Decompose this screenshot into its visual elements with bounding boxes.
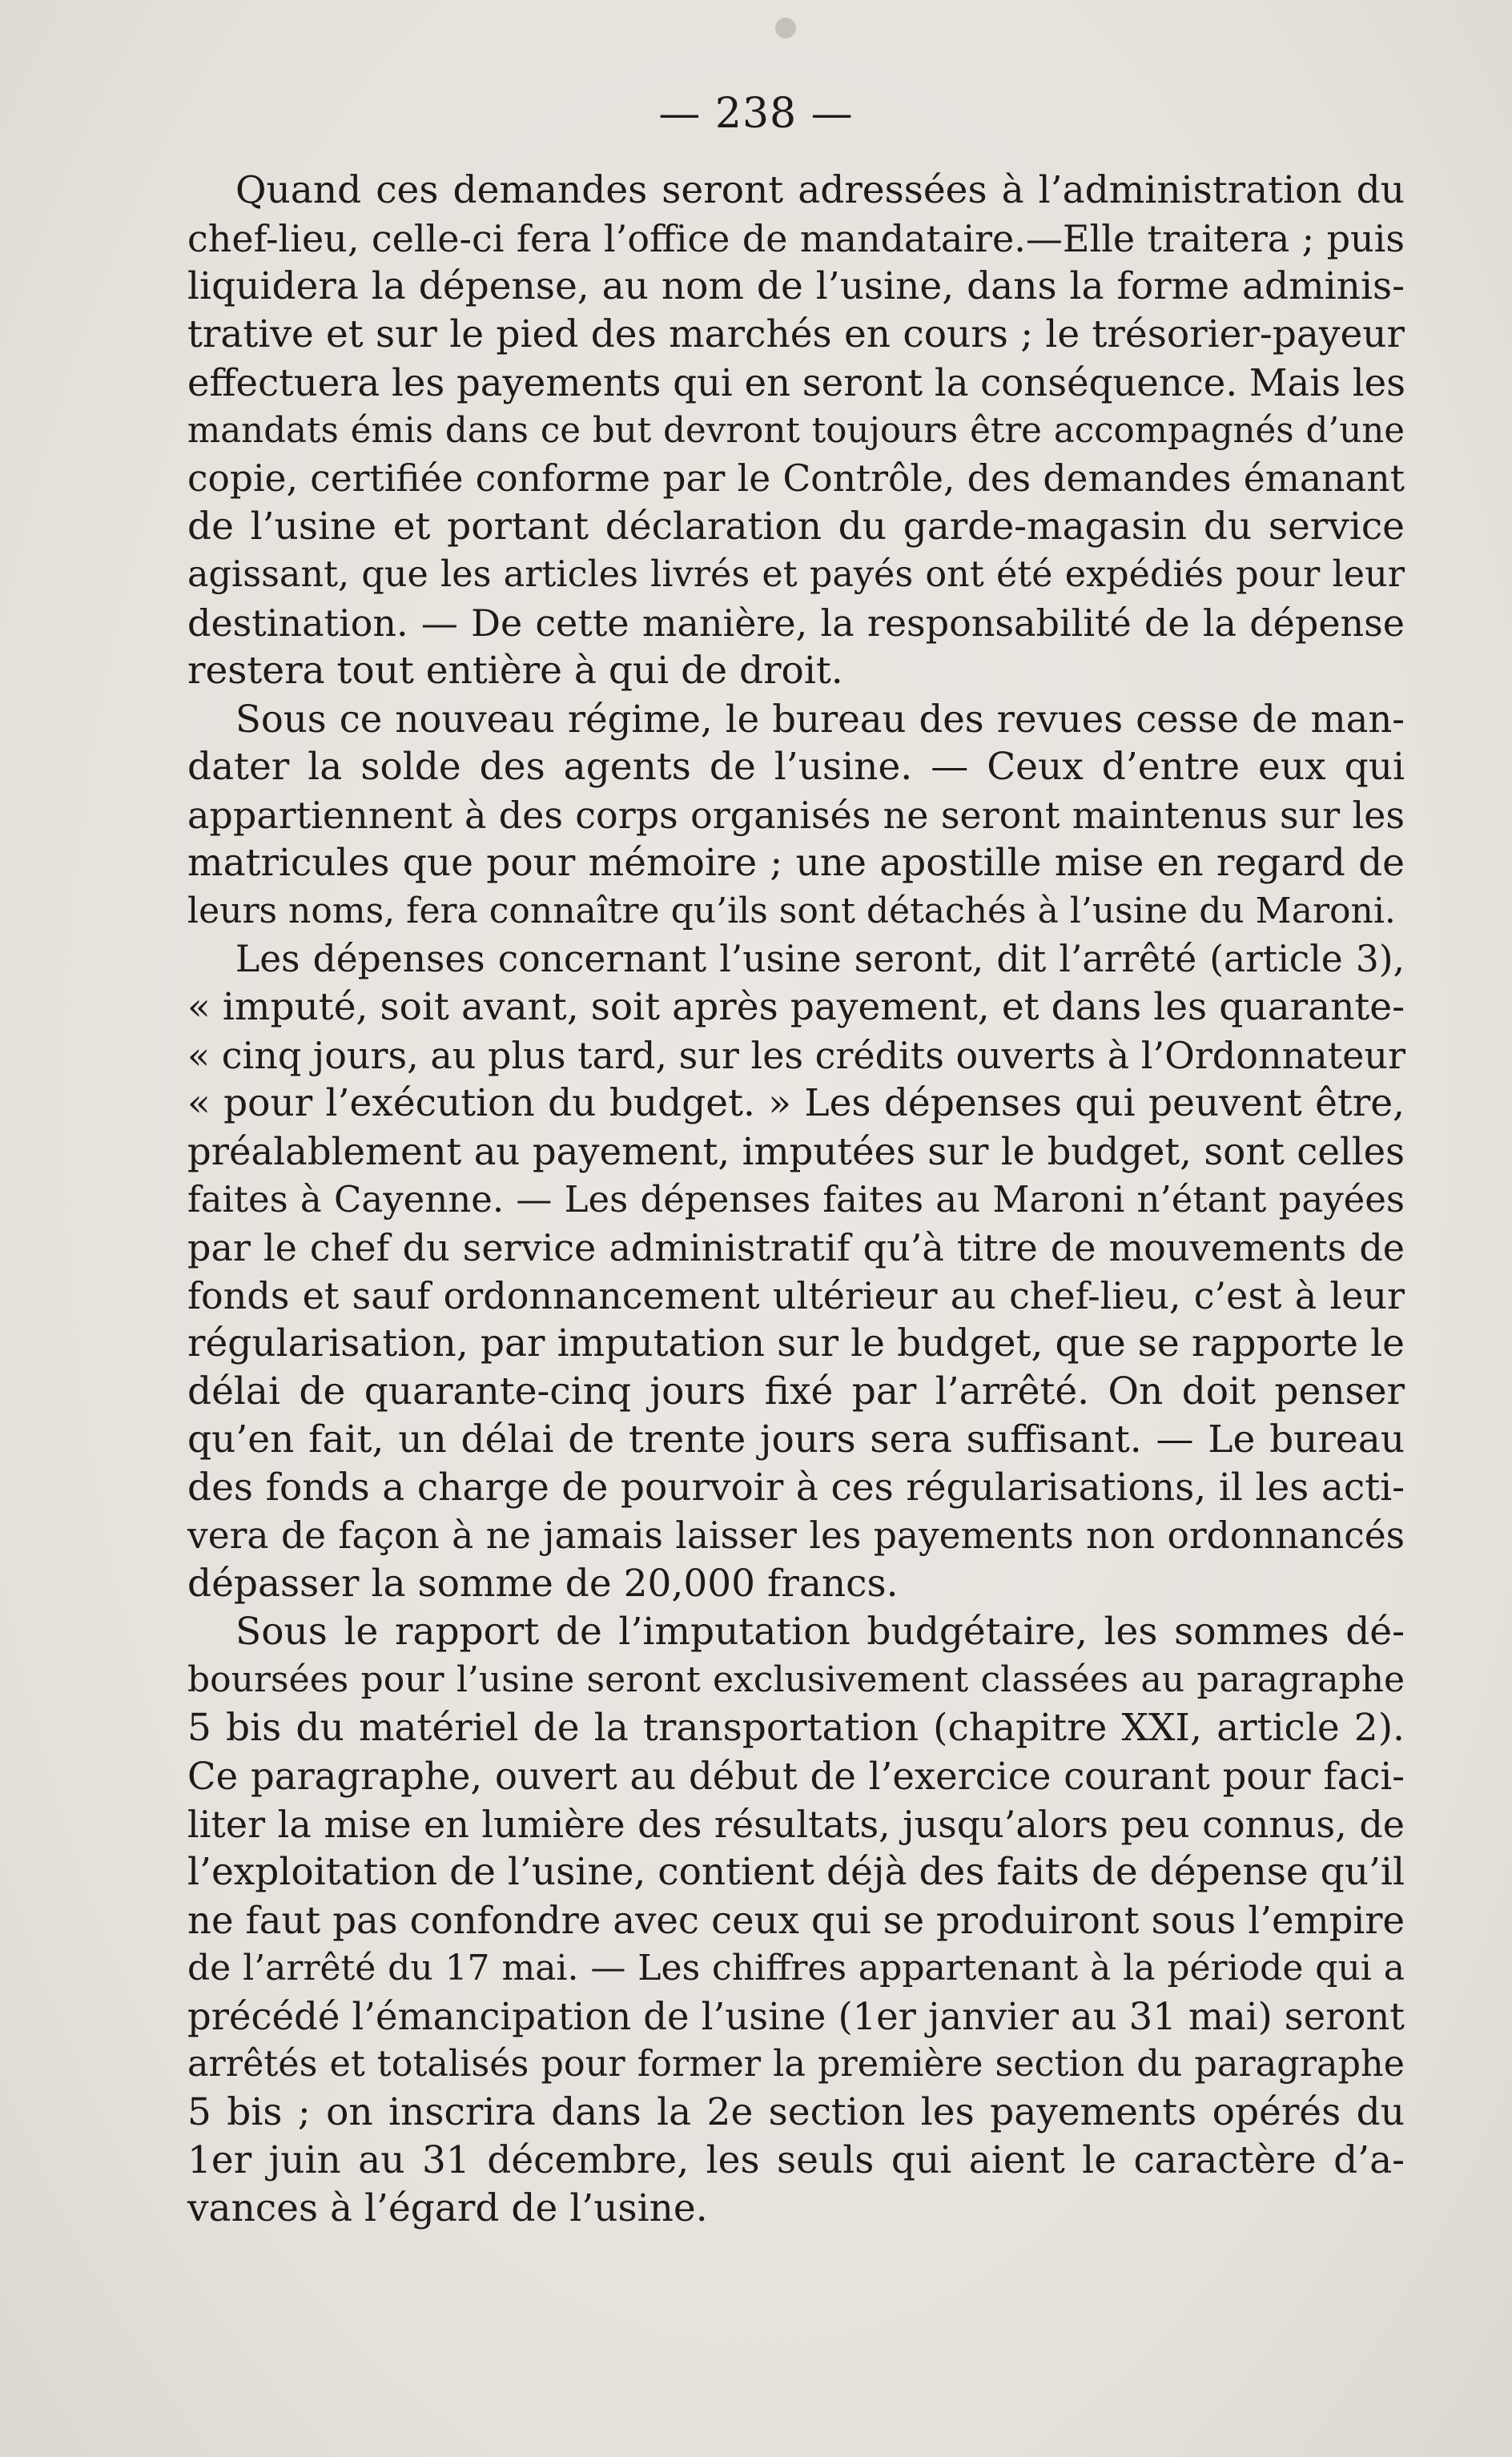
text-line: 5 bis ; on inscrira dans la 2e section les payements opérés du <box>187 2090 1405 2134</box>
text-line: destination. — De cette manière, la responsabilité de la dépense <box>187 601 1405 645</box>
body-text <box>187 167 1405 2233</box>
text-line: 5 bis du matériel de la transportation (chapitre XXI, article 2). <box>187 1706 1405 1750</box>
text-line: boursées pour l’usine seront exclusivement classées au paragraphe <box>187 1659 1405 1700</box>
text-line: fonds et sauf ordonnancement ultérieur au chef-lieu, c’est à leur <box>187 1274 1405 1317</box>
text-line: vances à l’égard de l’usine. <box>187 2186 708 2230</box>
text-line: mandats émis dans ce but devront toujours être accompagnés d’une <box>187 411 1405 451</box>
text-line: de l’usine et portant déclaration du garde-magasin du service <box>187 505 1405 549</box>
binding-hole <box>775 18 796 38</box>
text-line: trative et sur le pied des marchés en cours ; le trésorier-payeur <box>187 312 1405 356</box>
text-line: effectuera les payements qui en seront la conséquence. Mais les <box>187 361 1405 404</box>
text-line: « cinq jours, au plus tard, sur les crédits ouverts à l’Ordonnateur <box>187 1034 1405 1077</box>
text-line: faites à Cayenne. — Les dépenses faites au Maroni n’étant payées <box>187 1178 1405 1220</box>
text-line: Ce paragraphe, ouvert au début de l’exercice courant pour faci- <box>187 1755 1405 1798</box>
text-line: ne faut pas confondre avec ceux qui se produiront sous l’empire <box>187 1899 1405 1942</box>
text-line: liter la mise en lumière des résultats, jusqu’alors peu connus, de <box>187 1803 1405 1846</box>
text-line: Les dépenses concernant l’usine seront, dit l’arrêté (article 3), <box>235 938 1405 980</box>
text-line: appartiennent à des corps organisés ne seront maintenus sur les <box>187 794 1405 837</box>
text-line: « pour l’exécution du budget. » Les dépenses qui peuvent être, <box>187 1081 1405 1125</box>
text-line: chef-lieu, celle-ci fera l’office de mandataire.—Elle traitera ; puis <box>187 217 1405 260</box>
text-line: l’exploitation de l’usine, contient déjà des faits de dépense qu’il <box>187 1850 1405 1894</box>
text-line: arrêtés et totalisés pour former la première section du paragraphe <box>187 2044 1405 2085</box>
text-line: qu’en fait, un délai de trente jours sera suffisant. — Le bureau <box>187 1418 1405 1462</box>
text-line: Sous ce nouveau régime, le bureau des revues cesse de man- <box>235 698 1405 741</box>
text-line: matricules que pour mémoire ; une apostille mise en regard de <box>187 841 1405 885</box>
text-line: préalablement au payement, imputées sur le budget, sont celles <box>187 1130 1405 1173</box>
text-line: Quand ces demandes seront adressées à l’administration du <box>235 168 1405 212</box>
text-line: leurs noms, fera connaître qu’ils sont détachés à l’usine du Maroni. <box>187 891 1396 931</box>
text-line: délai de quarante-cinq jours fixé par l’arrêté. On doit penser <box>187 1369 1405 1413</box>
text-line: Sous le rapport de l’imputation budgétaire, les sommes dé- <box>235 1610 1405 1654</box>
text-line: des fonds a charge de pourvoir à ces régularisations, il les acti- <box>187 1466 1405 1510</box>
text-line: dater la solde des agents de l’usine. — Ceux d’entre eux qui <box>187 745 1405 789</box>
text-line: copie, certifiée conforme par le Contrôle, des demandes émanant <box>187 457 1405 500</box>
text-line: régularisation, par imputation sur le budget, que se rapporte le <box>187 1321 1405 1365</box>
text-line: agissant, que les articles livrés et payés ont été expédiés pour leur <box>187 554 1405 595</box>
text-line: 1er juin au 31 décembre, les seuls qui aient le caractère d’a- <box>187 2138 1405 2182</box>
text-line: liquidera la dépense, au nom de l’usine, dans la forme adminis- <box>187 264 1405 308</box>
text-line: dépasser la somme de 20,000 francs. <box>187 1562 899 1606</box>
text-line: « imputé, soit avant, soit après payement, et dans les quarante- <box>187 985 1405 1029</box>
text-line: de l’arrêté du 17 mai. — Les chiffres appartenant à la période qui a <box>187 1948 1405 1989</box>
text-line: précédé l’émancipation de l’usine (1er janvier au 31 mai) seront <box>187 1995 1405 2038</box>
text-line: restera tout entière à qui de droit. <box>187 649 843 693</box>
text-line: par le chef du service administratif qu’à titre de mouvements de <box>187 1226 1405 1269</box>
text-line: vera de façon à ne jamais laisser les payements non ordonnancés <box>187 1514 1405 1557</box>
page-number: — 238 — <box>658 90 854 138</box>
